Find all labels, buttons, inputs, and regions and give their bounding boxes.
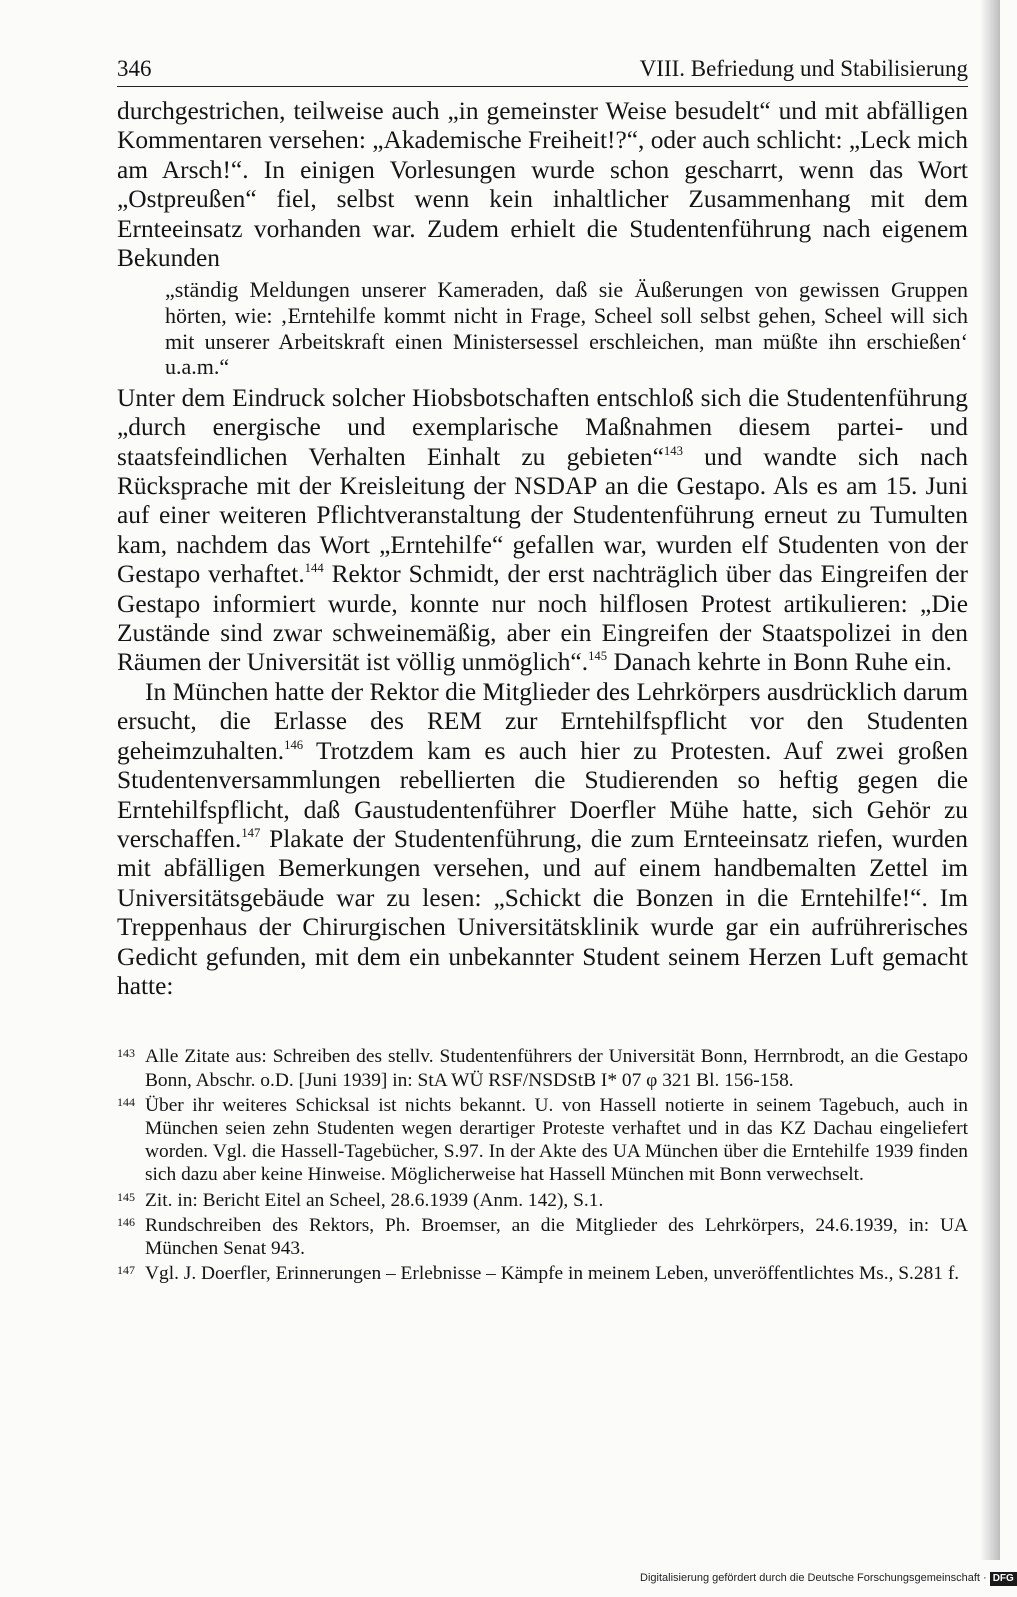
paragraph-3-part-c: Plakate der Studentenführung, die zum Ernteeinsatz riefen, wurden mit abfälligen Bemerkungen versehen, und auf einem handbemalten Zettel im Universitätsgebäude war zu lesen: „Schickt die Bonzen in die Erntehilfe!“. Im Treppenhaus der Chirurgischen Universitätsklinik wurde gar ein aufrührerisches Gedicht gefunden, mit dem ein unbekannter Student seinem Herzen Luft gemacht hatte: xyxy=(117,824,968,1000)
paragraph-1: durchgestrichen, teilweise auch „in gemeinster Weise besudelt“ und mit abfälligen Kommentaren versehen: „Akademische Freiheit!?“, oder auch schlicht: „Leck mich am Arsch!“. In einigen Vorlesungen wurde schon gescharrt, wenn das Wort „Ostpreußen“ fiel, selbst wenn kein inhaltlicher Zusammenhang mit dem Ernteeinsatz vorhanden war. Zudem erhielt die Studentenführung nach eigenem Bekunden xyxy=(117,97,968,273)
book-page xyxy=(117,52,968,1287)
paragraph-3-part-b: Trotzdem kam es auch hier zu Protesten. Auf zwei großen Studentenversammlungen rebellierten die Studierenden so heftig gegen die Erntehilfspflicht, daß Gaustudentenführer Doerfler Mühe hatte, sich Gehör zu verschaffen. xyxy=(117,736,968,853)
page-number: 346 xyxy=(117,56,152,81)
footnote-text: Über ihr weiteres Schicksal ist nichts bekannt. U. von Hassell notierte in seinem Tagebuch, auch in München seien zehn Studenten wegen derartiger Proteste verhaftet und in das KZ Dachau eingeliefert worden. Vgl. die Hassell-Tagebücher, S.97. In der Akte des UA München über die Erntehilfe 1939 finden sich dazu aber keine Hinweise. Möglicherweise hat Hassell München mit Bonn verwechselt. xyxy=(145,1094,968,1186)
footnote-text: Rundschreiben des Rektors, Ph. Broemser, an die Mitglieder des Lehrkörpers, 24.6.1939, in: UA München Senat 943. xyxy=(145,1214,968,1259)
footnote-ref-147[interactable]: 147 xyxy=(241,825,261,840)
footnote-text: Alle Zitate aus: Schreiben des stellv. Studentenführers der Universität Bonn, Herrnbrodt, an die Gestapo Bonn, Abschr. o.D. [Juni 1939] in: StA WÜ RSF/NSDStB I* 07 φ 321 Bl. 156-158. xyxy=(145,1046,968,1091)
dfg-logo: DFG xyxy=(990,1572,1017,1586)
digitization-note: Digitalisierung gefördert durch die Deutsche Forschungsgemeinschaft · xyxy=(640,1572,987,1584)
paragraph-2-part-d: Danach kehrte in Bonn Ruhe ein. xyxy=(607,648,952,677)
footnotes xyxy=(117,1045,968,1285)
footnote-ref-146[interactable]: 146 xyxy=(284,737,304,752)
footnote xyxy=(117,1262,968,1285)
running-head xyxy=(117,52,968,87)
footnote-number: 144 xyxy=(117,1094,135,1109)
page-gutter-shadow xyxy=(980,0,1000,1560)
paragraph-2 xyxy=(117,384,968,678)
paragraph-2-part-a: Unter dem Eindruck solcher Hiobsbotschaften entschloß sich die Studentenführung „durch energische und exemplarische Maßnahmen diesem partei- und staatsfeindlichen Verhalten Einhalt zu gebieten“ xyxy=(117,383,968,471)
footnote-ref-143[interactable]: 143 xyxy=(663,443,683,458)
footnote-ref-145[interactable]: 145 xyxy=(588,649,608,664)
paragraph-2-part-c: Rektor Schmidt, der erst nachträglich über das Eingreifen der Gestapo informiert wurde, konnte nur noch hilflosen Protest artikulieren: „Die Zustände sind zwar schweinemäßig, aber ein Eingreifen der Staatspolizei in den Räumen der Universität ist völlig unmöglich“. xyxy=(117,560,968,677)
footnote xyxy=(117,1189,968,1212)
footnote-ref-144[interactable]: 144 xyxy=(304,561,324,576)
footnote-number: 145 xyxy=(117,1189,135,1204)
footnote xyxy=(117,1214,968,1260)
footnote-number: 143 xyxy=(117,1046,135,1061)
body-text xyxy=(117,97,968,1001)
paragraph-3-part-a: In München hatte der Rektor die Mitglieder des Lehrkörpers ausdrücklich darum ersucht, die Erlasse des REM zur Erntehilfspflicht vor den Studenten geheimzuhalten. xyxy=(117,677,968,765)
footnote xyxy=(117,1045,968,1091)
paragraph-2-part-b: und wandte sich nach Rücksprache mit der Kreisleitung der NSDAP an die Gestapo. Als es am 15. Juni auf einer weiteren Pflichtveranstaltung der Studentenführung erneut zu Tumulten kam, nachdem das Wort „Erntehilfe“ gefallen war, wurden elf Studenten von der Gestapo verhaftet. xyxy=(117,442,968,589)
paragraph-3 xyxy=(117,678,968,1001)
footnote-number: 146 xyxy=(117,1214,135,1229)
footnote xyxy=(117,1094,968,1187)
footnote-number: 147 xyxy=(117,1263,135,1278)
block-quote: „ständig Meldungen unserer Kameraden, daß sie Äußerungen von gewissen Gruppen hörten, wie: ‚Erntehilfe kommt nicht in Frage, Scheel soll selbst gehen, Scheel will sich mit unserer Arbeitskraft einen Ministersessel erschleichen, man müßte ihn erschießen‘ u.a.m.“ xyxy=(165,277,968,380)
footnote-text: Vgl. J. Doerfler, Erinnerungen – Erlebnisse – Kämpfe in meinem Leben, unveröffentlichtes Ms., S.281 f. xyxy=(145,1263,960,1285)
footnote-text: Zit. in: Bericht Eitel an Scheel, 28.6.1939 (Anm. 142), S.1. xyxy=(145,1189,604,1211)
running-title: VIII. Befriedung und Stabilisierung xyxy=(639,56,968,81)
digitization-footer xyxy=(640,1569,1017,1587)
